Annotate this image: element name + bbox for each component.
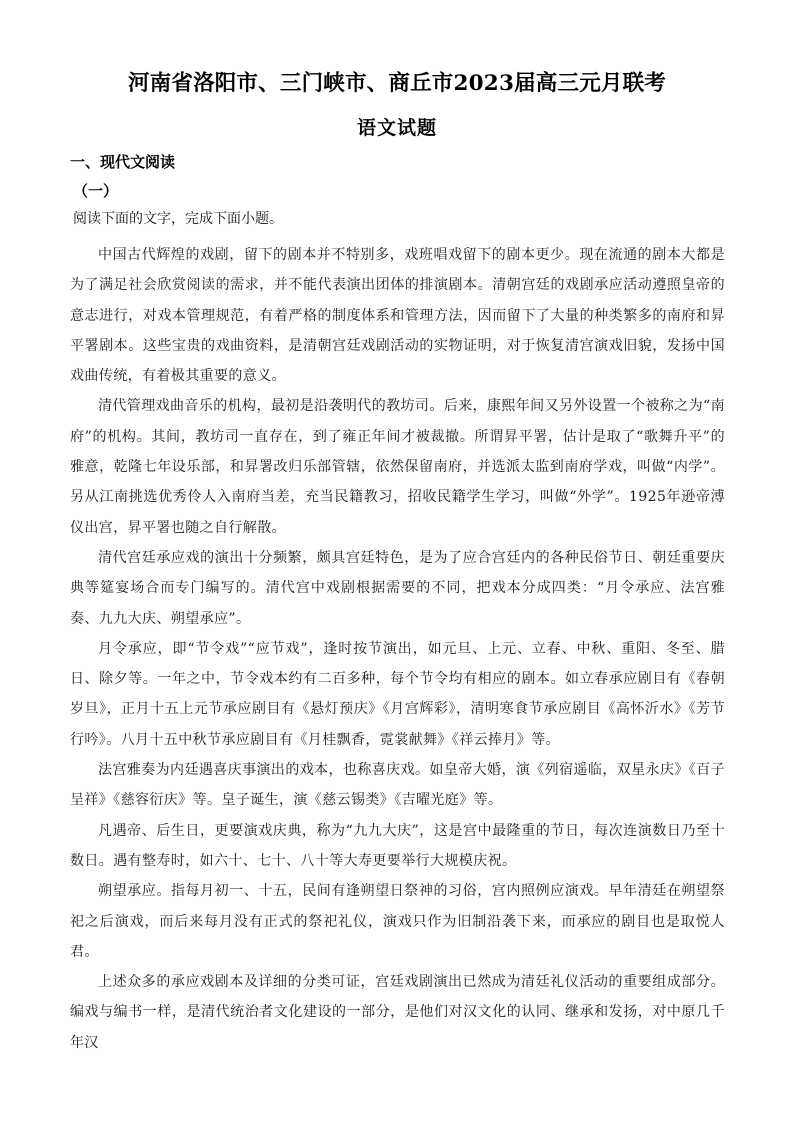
- passage-paragraph: 上述众多的承应戏剧本及详细的分类可证，宫廷戏剧演出已然成为清廷礼仪活动的重要组成部分。编戏与编书一样，是清代统治者文化建设的一部分，是他们对汉文化的认同、继承和发扬，对中原几千年汉: [70, 974, 725, 1051]
- passage-paragraph: 清代管理戏曲音乐的机构，最初是沿袭明代的教坊司。后来，康熙年间又另外设置一个被称之为“南府”的机构。其间，教坊司一直存在，到了雍正年间才被裁撤。所谓昇平署，估计是取了“歌舞升平”的雅意，乾隆七年设乐部，和昇署改归乐部管辖，依然保留南府，并选派太监到南府学戏，叫做“内学”。另从江南挑选优秀伶人入南府当差，充当民籍教习，招收民籍学生学习，叫做“外学”。1925年逊帝溥仪出宫，昇平署也随之自行解散。: [70, 398, 725, 536]
- exam-title: 河南省洛阳市、三门峡市、商丘市2023届高三元月联考: [127, 71, 667, 96]
- exam-subtitle: 语文试题: [356, 117, 437, 139]
- subsection-heading: （一）: [73, 182, 119, 200]
- reading-instruction: 阅读下面的文字，完成下面小题。: [73, 211, 283, 227]
- section-heading: 一、现代文阅读: [70, 153, 176, 171]
- reading-passage: [70, 240, 725, 1058]
- passage-paragraph: 月令承应，即“节令戏”“应节戏”，逢时按节演出，如元旦、上元、立春、中秋、重阳、冬至、腊日、除夕等。一年之中，节令戏本约有二百多种，每个节令均有相应的剧本。如立春承应剧目有《春朝岁旦》，正月十五上元节承应剧目有《悬灯预庆》《月宫辉彩》，清明寒食节承应剧目《高怀沂水》《芳节行吟》。八月十五中秋节承应剧目有《月桂飘香，霓裳献舞》《祥云捧月》等。: [70, 640, 725, 748]
- passage-paragraph: 凡遇帝、后生日，更要演戏庆典，称为“九九大庆”，这是宫中最隆重的节日，每次连演数日乃至十数日。遇有整寿时，如六十、七十、八十等大寿更要举行大规模庆祝。: [70, 822, 725, 869]
- passage-paragraph: 朔望承应。指每月初一、十五，民间有逢朔望日祭神的习俗，宫内照例应演戏。早年清廷在朔望祭祀之后演戏，而后来每月没有正式的祭祀礼仪，演戏只作为旧制沿袭下来，而承应的剧目也是取悦人君。: [70, 883, 725, 960]
- passage-paragraph: 法宫雅奏为内廷遇喜庆事演出的戏本，也称喜庆戏。如皇帝大婚，演《列宿遥临，双星永庆》《百子呈祥》《慈容衍庆》等。皇子诞生，演《慈云锡类》《吉曜光庭》等。: [70, 762, 725, 809]
- passage-paragraph: 清代宫廷承应戏的演出十分频繁，颇具宫廷特色，是为了应合宫廷内的各种民俗节日、朝廷重要庆典等筵宴场合而专门编写的。清代宫中戏剧根据需要的不同，把戏本分成四类：“月令承应、法宫雅奏、九九大庆、朔望承应”。: [70, 549, 725, 627]
- passage-paragraph: 中国古代辉煌的戏剧，留下的剧本并不特别多，戏班唱戏留下的剧本更少。现在流通的剧本大都是为了满足社会欣赏阅读的需求，并不能代表演出团体的排演剧本。清朝宫廷的戏剧承应活动遵照皇帝的意志进行，对戏本管理规范，有着严格的制度体系和管理方法，因而留下了大量的种类繁多的南府和昇平署剧本。这些宝贵的戏曲资料，是清朝宫廷戏剧活动的实物证明，对于恢复清宫演戏旧貌，发扬中国戏曲传统，有着极其重要的意义。: [70, 247, 725, 385]
